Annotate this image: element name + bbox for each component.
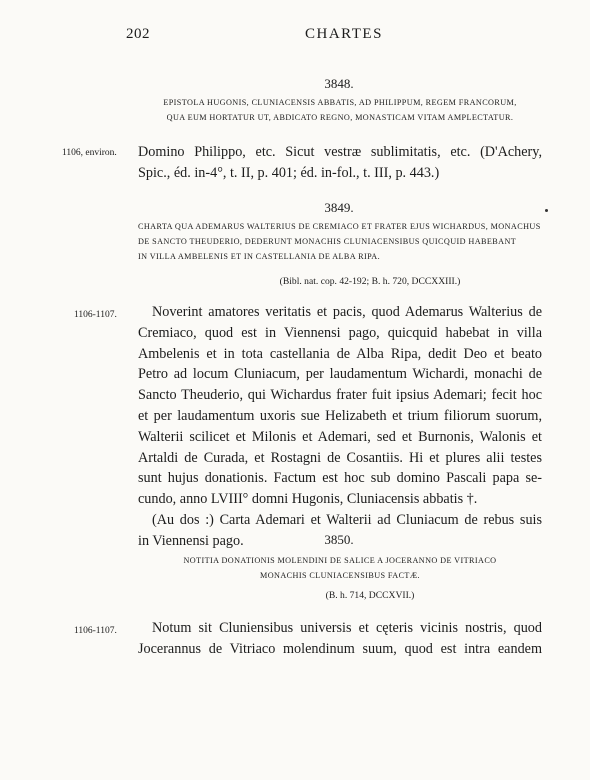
- margin-date-3849: 1106-1107.: [74, 310, 117, 320]
- rubric-line: IN VILLA AMBELENIS ET IN CASTELLANIA DE ALBA RIPA.: [138, 252, 381, 261]
- charter-rubric-3850: [138, 553, 542, 583]
- margin-date-3850: 1106-1107.: [74, 626, 117, 636]
- text-line: cundo, anno LVIII° domni Hugonis, Cluniacensis abbatis †.: [138, 491, 478, 508]
- dorsal-note-line: in Viennensi pago.: [138, 532, 244, 549]
- charter-source-3849: (Bibl. nat. cop. 42-192; B. h. 720, DCCXXIII.): [279, 276, 461, 287]
- text-line: Notum sit Cluniensibus universis et cęteris vicinis nostris, quod: [152, 620, 542, 636]
- page-number: 202: [126, 26, 150, 42]
- text-line: Jocerannus de Vitriaco molendinum suum, quod est intra eandem: [138, 640, 542, 657]
- text-line: sunt hujus donationis. Factum est hoc sub domino Pascali papa se-: [138, 470, 542, 487]
- text-line: Domino Philippo, etc. Sicut vestræ sublimitatis, etc. (D'Achery,: [138, 144, 542, 160]
- rubric-line: QUA EUM HORTATUR UT, ABDICATO REGNO, MONASTICAM VITAM AMPLECTATUR.: [166, 113, 514, 122]
- charter-source-3850: (B. h. 714, DCCXVII.): [325, 590, 415, 601]
- charter-text-3849: [138, 302, 542, 552]
- rubric-line: CHARTA QUA ADEMARUS WALTERIUS DE CREMIACO ET FRATER EJUS WICHARDUS, MONACHUS: [138, 222, 541, 231]
- running-title: CHARTES: [305, 26, 383, 42]
- running-head: [0, 26, 590, 48]
- text-line: Sancto Theuderio, qui Wichardus frater fuit ipsius Ademari; fecit hoc: [138, 387, 542, 404]
- text-line: Artaldi de Curada, et Rostagni de Cosantiis. Hi et plures alii testes: [138, 449, 542, 466]
- rubric-line: DE SANCTO THEUDERIO, DEDERUNT MONACHIS CLUNIACENSIBUS QUICQUID HABEBANT: [138, 237, 517, 246]
- rubric-line: MONACHIS CLUNIACENSIBUS FACTÆ.: [260, 571, 420, 580]
- charter-rubric-3849: [138, 219, 542, 264]
- margin-date-3848: 1106, environ.: [62, 148, 117, 158]
- text-line: et per laudamentum uxoris sue Helizabeth et trium filiorum suorum,: [138, 407, 542, 424]
- charter-rubric-3848: [138, 95, 542, 125]
- charter-text-3848: [138, 142, 542, 184]
- text-line: Walterii scilicet et Milonis et Ademari, sed et Burnonis, Walonis et: [138, 428, 542, 445]
- dorsal-note-line: (Au dos :) Carta Ademari et Walterii ad Cluniacum de rebus suis: [152, 511, 542, 528]
- rubric-line: NOTITIA DONATIONIS MOLENDINI DE SALICE A JOCERANNO DE VITRIACO: [183, 556, 497, 565]
- charter-number-3849: 3849.: [324, 200, 354, 215]
- text-line: Spic., éd. in-4°, t. II, p. 401; éd. in-fol., t. III, p. 443.): [138, 164, 440, 181]
- text-line: Noverint amatores veritatis et pacis, quod Ademarus Walterius de: [152, 304, 542, 320]
- text-line: Petro ad locum Cluniacum, per laudamentum Wichardi, monachi de: [138, 366, 542, 383]
- text-line: Ambelenis et in tota castellania de Alba Ripa, dedit Deo et beato: [138, 345, 542, 362]
- rubric-line: EPISTOLA HUGONIS, CLUNIACENSIS ABBATIS, AD PHILIPPUM, REGEM FRANCORUM,: [163, 98, 517, 107]
- text-line: Cremiaco, quod est in Viennensi pago, quicquid habebat in villa: [138, 324, 542, 341]
- charter-number-3848: 3848.: [324, 76, 354, 91]
- stray-mark: [545, 209, 548, 212]
- charter-text-3850: [138, 618, 542, 660]
- charter-number-3850: 3850.: [324, 532, 354, 547]
